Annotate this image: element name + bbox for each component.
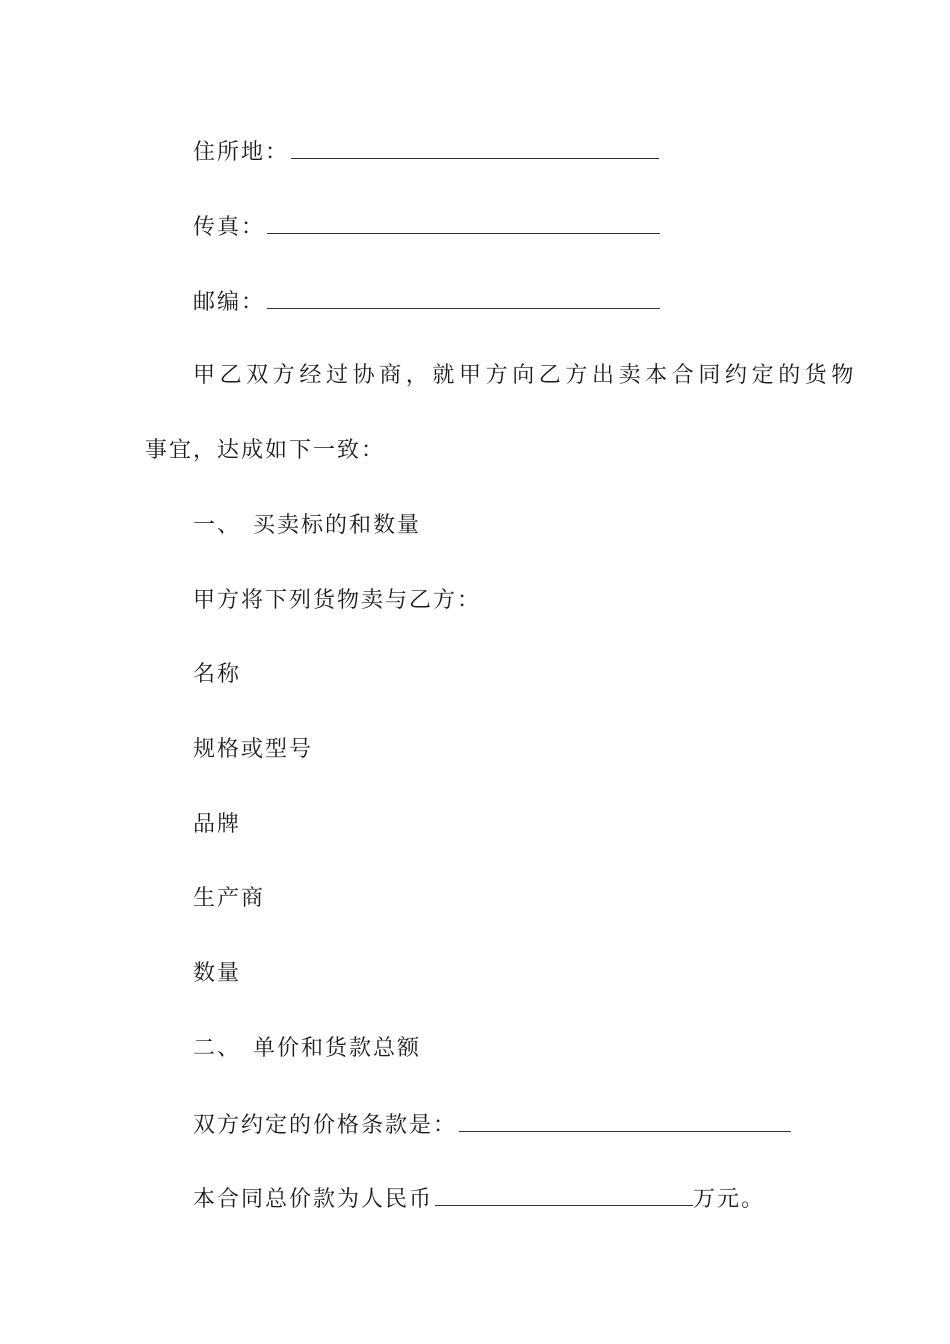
intro-line-1: 甲乙双方经过协商，就甲方向乙方出卖本合同约定的货物 xyxy=(193,363,859,388)
item-brand: 品牌 xyxy=(193,812,242,837)
section-1-number: 一、 xyxy=(193,513,242,538)
postcode-blank[interactable] xyxy=(267,286,660,309)
fax-blank[interactable] xyxy=(267,211,660,234)
price-terms-blank[interactable] xyxy=(459,1109,791,1132)
address-row xyxy=(193,136,659,168)
total-price-suffix: 万元。 xyxy=(693,1187,766,1212)
address-blank[interactable] xyxy=(291,136,659,159)
fax-row xyxy=(193,211,660,243)
item-spec: 规格或型号 xyxy=(193,737,314,762)
section-1-title: 买卖标的和数量 xyxy=(253,513,422,538)
total-price-blank[interactable] xyxy=(435,1183,693,1206)
postcode-label: 邮编： xyxy=(193,290,266,315)
fax-label: 传真： xyxy=(193,215,266,240)
item-manufacturer: 生产商 xyxy=(193,886,266,911)
total-price-row xyxy=(193,1183,765,1215)
section-1-heading xyxy=(193,511,421,541)
price-terms-label: 双方约定的价格条款是： xyxy=(193,1113,458,1138)
postcode-row xyxy=(193,286,660,318)
item-name: 名称 xyxy=(193,662,242,687)
intro-line-2: 事宜，达成如下一致： xyxy=(145,438,386,463)
item-quantity: 数量 xyxy=(193,961,242,986)
section-2-number: 二、 xyxy=(193,1036,242,1061)
total-price-prefix: 本合同总价款为人民币 xyxy=(193,1187,434,1212)
section-1-lead: 甲方将下列货物卖与乙方： xyxy=(193,588,482,613)
address-label: 住所地： xyxy=(193,140,290,165)
section-2-title: 单价和货款总额 xyxy=(253,1036,422,1061)
price-terms-row xyxy=(193,1109,791,1141)
section-2-heading xyxy=(193,1034,421,1064)
